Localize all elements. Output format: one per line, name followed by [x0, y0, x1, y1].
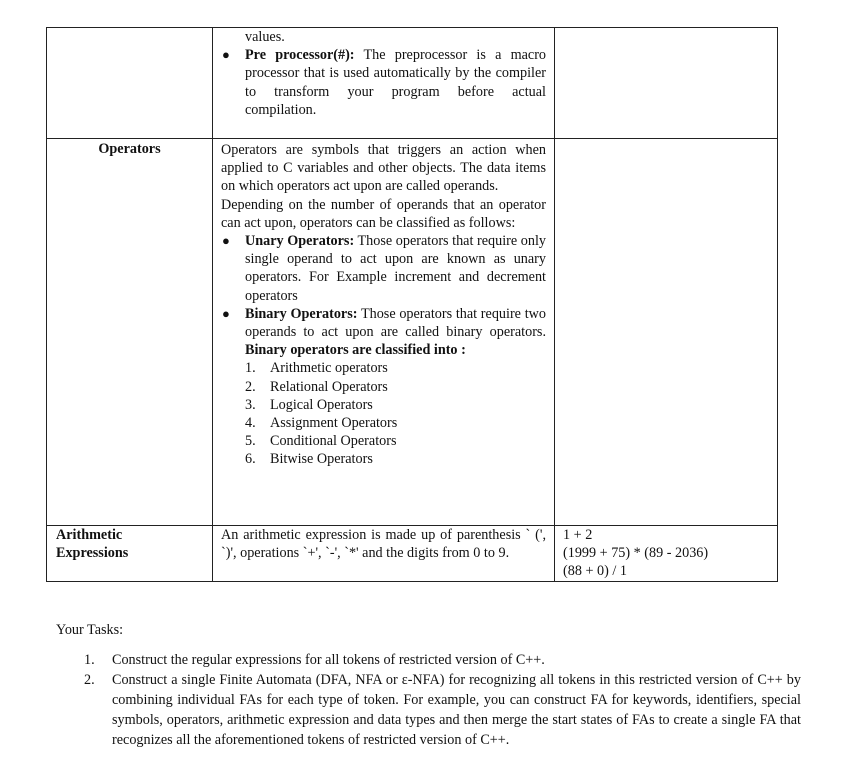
- bullet-item-binary: [221, 305, 546, 360]
- task-text: Construct the regular expressions for all tokens of restricted version of C++.: [112, 652, 545, 668]
- list-item: 5. Conditional Operators: [245, 433, 397, 450]
- operator-list: [221, 359, 546, 468]
- tasks-section: [56, 620, 801, 750]
- task-text: Construct a single Finite Automata (DFA, NFA or ε-NFA) for recognizing all tokens in this restricted version of C++ by combining individual FAs for each type of token. For example, you can construct FA for keywords, identifiers, special symbols, operators, arithmetic expression and data types and then merge the start states of FAs to create a single FA that recognizes all the aforementioned tokens of restricted version of C++.: [112, 672, 801, 748]
- term-cell: [47, 526, 213, 582]
- description-cell: [213, 139, 555, 526]
- example-cell-empty: [555, 28, 778, 139]
- description-cell: [213, 28, 555, 139]
- description-cell: [213, 526, 555, 582]
- operators-para-2: Depending on the number of operands that an operator can act upon, operators can be classified as follows:: [221, 196, 546, 231]
- example-2: (1999 + 75) * (89 - 2036): [563, 545, 709, 562]
- term-cell-empty: [47, 28, 213, 139]
- table-row-operators: [47, 139, 778, 526]
- example-cell: [555, 526, 778, 582]
- example-1: 1 + 2: [563, 527, 593, 543]
- token-table: [46, 27, 778, 582]
- bullet-item-unary: [221, 232, 546, 305]
- bullet-text: Those operators that require only single operand to act upon are known as unary operators. For Example increment and decrement operators: [245, 233, 546, 304]
- example-3: (88 + 0) / 1: [563, 563, 627, 580]
- term-arithmetic: Arithmetic: [56, 527, 123, 543]
- operators-para-1: Operators are symbols that triggers an action when applied to C variables and other objects. The data items on which operators act upon are called operands.: [221, 142, 546, 195]
- arithmetic-description: An arithmetic expression is made up of parenthesis ` (', `)', operations `+', `-', `*' and the digits from 0 to 9.: [221, 527, 546, 562]
- bullet-item-preprocessor: [221, 46, 546, 119]
- continued-text: values.: [245, 29, 285, 45]
- task-item: 2. Construct a single Finite Automata (DFA, NFA or ε-NFA) for recognizing all tokens in this restricted version of C++ by combining individual FAs for each type of token. For example, you can construct FA for keywords, identifiers, special symbols, operators, arithmetic expression and data types and then merge the start states of FAs to create a single FA that recognizes all the aforementioned tokens of restricted version of C++.: [84, 672, 801, 748]
- bullet-icon: ●: [222, 305, 230, 321]
- bullet-text: The preprocessor is a macro processor that is used automatically by the compiler to transform your program before actual compilation.: [245, 47, 547, 118]
- list-item: 3. Logical Operators: [245, 396, 373, 413]
- bullet-term: Pre processor(#):: [245, 47, 355, 64]
- binary-classified: Binary operators are classified into :: [245, 342, 466, 359]
- bullet-text: Those operators that require two operands to act upon are called binary operators.: [245, 305, 546, 341]
- task-item: 1. Construct the regular expressions for all tokens of restricted version of C++.: [84, 652, 545, 668]
- list-item: 1. Arithmetic operators: [245, 360, 388, 377]
- term-cell: [47, 139, 213, 526]
- term-operators: Operators: [98, 141, 161, 157]
- list-item: 6. Bitwise Operators: [245, 451, 373, 468]
- bullet-term: Unary Operators:: [245, 233, 355, 250]
- term-expressions: Expressions: [56, 545, 129, 562]
- list-item: 2. Relational Operators: [245, 378, 388, 395]
- table-row-arithmetic: [47, 526, 778, 582]
- bullet-icon: ●: [222, 47, 230, 63]
- example-cell-empty: [555, 139, 778, 526]
- table-row-preprocessor: [47, 28, 778, 139]
- list-item: 4. Assignment Operators: [245, 415, 398, 432]
- tasks-heading: Your Tasks:: [56, 622, 124, 638]
- bullet-icon: ●: [222, 233, 230, 249]
- bullet-term: Binary Operators:: [245, 305, 358, 322]
